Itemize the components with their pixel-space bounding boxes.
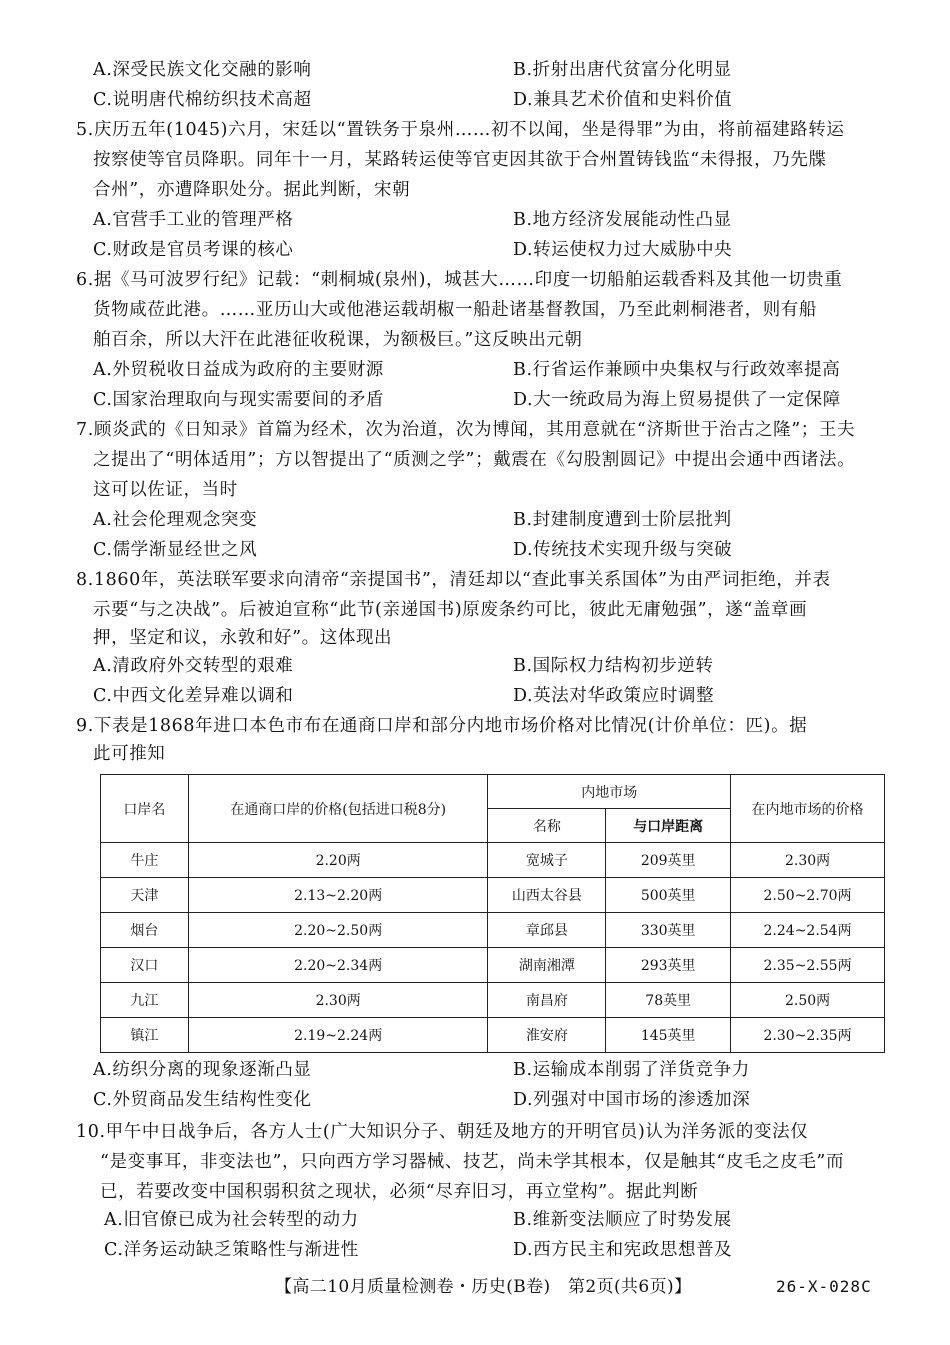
- q8-option-c: C.中西文化差异难以调和: [93, 686, 294, 706]
- q6-stem-line-1: 6.据《马可波罗行纪》记载：“刺桐城(泉州)，城甚大……印度一切船舶运载香料及其他一切贵重: [76, 270, 843, 290]
- q5-stem-line-3: 合州”，亦遭降职处分。据此判断，宋朝: [93, 180, 411, 200]
- q7-stem-line-3: 这可以佐证，当时: [93, 480, 238, 500]
- cell-inland-price: 2.24~2.54两: [731, 913, 885, 948]
- cell-inland-name: 宽城子: [488, 843, 606, 878]
- q10-option-a: A.旧官僚已成为社会转型的动力: [104, 1210, 359, 1230]
- q6-option-b: B.行省运作兼顾中央集权与行政效率提高: [513, 360, 841, 380]
- header-inland-price: 在内地市场的价格: [731, 775, 885, 843]
- q4-option-a: A.深受民族文化交融的影响: [93, 60, 312, 80]
- cell-distance: 78英里: [606, 983, 731, 1018]
- q8-option-a: A.清政府外交转型的艰难: [93, 656, 294, 676]
- q5-stem-line-1: 5.庆历五年(1045)六月，宋廷以“置铁务于泉州……初不以闻，坐是得罪”为由，将前福建路转运: [76, 120, 845, 140]
- cell-distance: 330英里: [606, 913, 731, 948]
- cell-port-price: 2.30两: [188, 983, 488, 1018]
- q8-option-d: D.英法对华政策应时调整: [513, 686, 715, 706]
- table-row: [101, 983, 885, 1018]
- q9-stem-line-1: 9.下表是1868年进口本色市布在通商口岸和部分内地市场价格对比情况(计价单位：匹)。据: [76, 716, 808, 736]
- cell-port: 天津: [101, 878, 189, 913]
- q9-option-b: B.运输成本削弱了洋货竞争力: [513, 1060, 750, 1080]
- q6-option-d: D.大一统政局为海上贸易提供了一定保障: [513, 390, 841, 410]
- cell-inland-price: 2.50~2.70两: [731, 878, 885, 913]
- cell-distance: 293英里: [606, 948, 731, 983]
- cell-port: 九江: [101, 983, 189, 1018]
- header-port: 口岸名: [101, 775, 189, 843]
- q8-option-b: B.国际权力结构初步逆转: [513, 656, 714, 676]
- q10-stem-line-2: “是变事耳，非变法也”，只向西方学习器械、技艺，尚未学其根本，仅是触其“皮毛之皮毛”而: [100, 1152, 845, 1172]
- cell-port-price: 2.20两: [188, 843, 488, 878]
- cell-distance: 145英里: [606, 1018, 731, 1053]
- q6-option-a: A.外贸税收日益成为政府的主要财源: [93, 360, 384, 380]
- cell-port-price: 2.19~2.24两: [188, 1018, 488, 1053]
- cell-inland-price: 2.50两: [731, 983, 885, 1018]
- cell-port-price: 2.20~2.34两: [188, 948, 488, 983]
- q5-option-c: C.财政是官员考课的核心: [93, 240, 294, 260]
- q9-option-c: C.外贸商品发生结构性变化: [93, 1090, 312, 1110]
- q10-stem-line-1: 10.甲午中日战争后，各方人士(广大知识分子、朝廷及地方的开明官员)认为洋务派的变法仅: [76, 1122, 809, 1142]
- q5-option-d: D.转运使权力过大威胁中央: [513, 240, 733, 260]
- table-row: [101, 843, 885, 878]
- exam-code: 26-X-028C: [776, 1277, 872, 1296]
- q4-option-d: D.兼具艺术价值和史料价值: [513, 90, 733, 110]
- cell-port: 汉口: [101, 948, 189, 983]
- header-port-price: 在通商口岸的价格(包括进口税8分): [188, 775, 488, 843]
- q5-option-a: A.官营手工业的管理严格: [93, 210, 294, 230]
- cell-port: 烟台: [101, 913, 189, 948]
- q7-option-c: C.儒学渐显经世之风: [93, 540, 258, 560]
- header-name: 名称: [488, 809, 606, 843]
- q7-option-b: B.封建制度遭到士阶层批判: [513, 510, 732, 530]
- cell-port-price: 2.20~2.50两: [188, 913, 488, 948]
- table-row: [101, 1018, 885, 1053]
- cell-inland-price: 2.30两: [731, 843, 885, 878]
- q10-option-b: B.维新变法顺应了时势发展: [513, 1210, 732, 1230]
- cell-distance: 500英里: [606, 878, 731, 913]
- cell-inland-name: 南昌府: [488, 983, 606, 1018]
- cell-inland-price: 2.30~2.35两: [731, 1018, 885, 1053]
- table-row: [101, 948, 885, 983]
- table-row: [101, 913, 885, 948]
- q5-option-b: B.地方经济发展能动性凸显: [513, 210, 732, 230]
- cell-inland-name: 章邱县: [488, 913, 606, 948]
- table-row: [101, 878, 885, 913]
- q7-stem-line-2: 之提出了“明体适用”；方以智提出了“质测之学”；戴震在《勾股割圆记》中提出会通中西诸法。: [93, 450, 856, 470]
- q10-option-d: D.西方民主和宪政思想普及: [513, 1240, 733, 1260]
- cell-distance: 209英里: [606, 843, 731, 878]
- cell-port-price: 2.13~2.20两: [188, 878, 488, 913]
- q6-stem-line-3: 舶百余，所以大汗在此港征收税课，为额极巨。”这反映出元朝: [93, 330, 583, 350]
- q10-stem-line-3: 已，若要改变中国积弱积贫之现状，必须“尽弃旧习，再立堂构”。据此判断: [100, 1182, 699, 1202]
- q6-option-c: C.国家治理取向与现实需要间的矛盾: [93, 390, 385, 410]
- q4-option-b: B.折射出唐代贫富分化明显: [513, 60, 732, 80]
- q10-option-c: C.洋务运动缺乏策略性与渐进性: [104, 1240, 359, 1260]
- q7-option-d: D.传统技术实现升级与突破: [513, 540, 733, 560]
- q7-option-a: A.社会伦理观念突变: [93, 510, 258, 530]
- q9-option-a: A.纺织分离的现象逐渐凸显: [93, 1060, 312, 1080]
- header-inland-market: 内地市场: [488, 775, 731, 809]
- header-distance: 与口岸距离: [606, 809, 731, 843]
- cell-inland-name: 湖南湘潭: [488, 948, 606, 983]
- q9-stem-line-2: 此可推知: [93, 744, 166, 764]
- q8-stem-line-1: 8.1860年，英法联军要求向清帝“亲提国书”，清廷却以“查此事关系国体”为由严词拒绝，并表: [76, 570, 831, 590]
- page-footer: 【高二10月质量检测卷・历史(B卷) 第2页(共6页)】: [275, 1277, 692, 1297]
- q4-option-c: C.说明唐代棉纺织技术高超: [93, 90, 312, 110]
- cell-port: 镇江: [101, 1018, 189, 1053]
- q6-stem-line-2: 货物咸莅此港。……亚历山大或他港运载胡椒一船赴诸基督教国，乃至此刺桐港者，则有船: [93, 300, 817, 320]
- q5-stem-line-2: 按察使等官员降职。同年十一月，某路转运使等官吏因其欲于合州置铸钱监“未得报，乃先牒: [93, 150, 827, 170]
- cell-inland-name: 山西太谷县: [488, 878, 606, 913]
- q7-stem-line-1: 7.顾炎武的《日知录》首篇为经术，次为治道，次为博闻，其用意就在“济斯世于治古之隆”；王夫: [76, 420, 856, 440]
- cell-inland-price: 2.35~2.55两: [731, 948, 885, 983]
- cell-inland-name: 淮安府: [488, 1018, 606, 1053]
- cell-port: 牛庄: [101, 843, 189, 878]
- price-comparison-table: [100, 774, 885, 1053]
- q9-option-d: D.列强对中国市场的渗透加深: [513, 1090, 751, 1110]
- q8-stem-line-2: 示要“与之决战”。后被迫宣称“此节(亲递国书)原废条约可比，彼此无庸勉强”，遂“盖章画: [93, 600, 808, 620]
- q8-stem-line-3: 押，坚定和议，永敦和好”。这体现出: [93, 628, 393, 648]
